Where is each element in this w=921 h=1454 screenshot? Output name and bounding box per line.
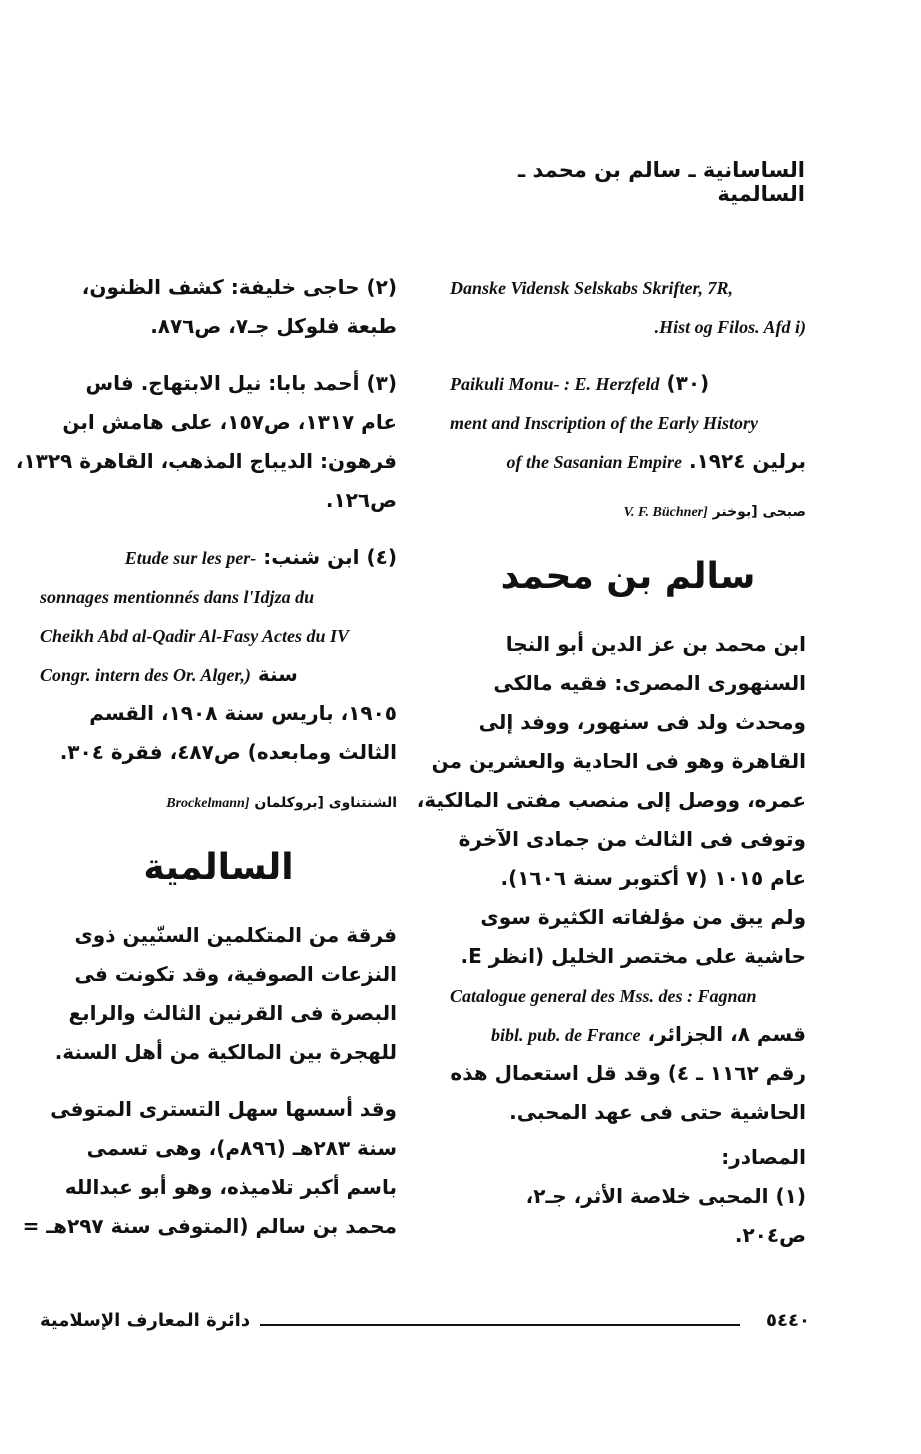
- body-line: عمره، ووصل إلى منصب مفتى المالكية،: [416, 788, 806, 812]
- body-line: حاشية على مختصر الخليل (انظر E.: [460, 944, 806, 968]
- body-line: النزعات الصوفية، وقد تكونت فى: [74, 962, 397, 986]
- body-line: رقم ١١٦٢ ـ ٤) وقد قل استعمال هذه: [450, 1061, 806, 1085]
- article-title: السالمية: [143, 847, 294, 888]
- body-line: البصرة فى القرنين الثالث والرابع: [68, 1001, 397, 1025]
- footnote-4: ١٩٠٥، باريس سنة ١٩٠٨، القسم: [89, 701, 397, 725]
- body-line: محمد بن سالم (المتوفى سنة ٢٩٧هـ =: [22, 1214, 397, 1238]
- book-title: دائرة المعارف الإسلامية: [40, 1310, 251, 1331]
- body-line: ولم يبق من مؤلفاته الكثيرة سوى: [480, 905, 806, 929]
- footnote-3: ص١٢٦.: [325, 488, 397, 512]
- source-entry: ص٢٠٤.: [734, 1223, 806, 1247]
- footnote-30: ment and Inscription of the Early History: [450, 413, 759, 433]
- footnote-4: Cheikh Abd al-Qadir Al-Fasy Actes du IV: [40, 626, 350, 646]
- page-footer: [40, 1310, 810, 1340]
- footnote-30: of the Sasanian Empire برلين ١٩٢٤.: [506, 449, 806, 473]
- right-column: [416, 268, 806, 1255]
- body-line: باسم أكبر تلاميذه، وهو أبو عبدالله: [64, 1175, 397, 1199]
- footnote-4: (٤) ابن شنب: Etude sur les per-: [124, 545, 397, 569]
- footnote-4: sonnages mentionnés dans l'Idjza du: [40, 587, 315, 607]
- running-head: الساسانية ـ سالم بن محمد ـ السالمية: [518, 158, 805, 206]
- footnote-2: (٢) حاجى خليفة: كشف الظنون،: [81, 275, 397, 299]
- body-line: القاهرة وهو فى الحادية والعشرين من: [431, 749, 806, 773]
- body-line: سنة ٢٨٣هـ (٨٩٦م)، وهى تسمى: [86, 1136, 397, 1160]
- source-entry: (١) المحبى خلاصة الأثر، جـ٢،: [525, 1184, 806, 1208]
- body-line: عام ١٠١٥ (٧ أكتوبر سنة ١٦٠٦).: [500, 866, 806, 890]
- footnote-4: الثالث ومابعده) ص٤٨٧، فقرة ٣٠٤.: [59, 740, 397, 764]
- footnote-30: Paikuli Monu- : E. Herzfeld (٣٠): [450, 371, 710, 395]
- note-continuation: Danske Vidensk Selskabs Skrifter, 7R,: [450, 278, 734, 298]
- note-continuation: .Hist og Filos. Afd i): [654, 317, 806, 337]
- author-signature: الشنتناوى [بروكلمان Brockelmann]: [166, 795, 397, 811]
- page-number: ٥٤٤٠: [766, 1310, 810, 1331]
- footnote-2: طبعة فلوكل جـ٧، ص٨٧٦.: [150, 314, 397, 338]
- author-signature: صبحى [بوخنر V. F. Büchner]: [623, 504, 806, 520]
- body-line: وتوفى فى الثالث من جمادى الآخرة: [458, 827, 806, 851]
- footnote-4: Congr. intern des Or. Alger,) سنة: [40, 662, 298, 686]
- body-line: الحاشية حتى فى عهد المحبى.: [509, 1100, 806, 1124]
- article-title: سالم بن محمد: [500, 556, 756, 597]
- sources-label: المصادر:: [721, 1145, 806, 1169]
- footnote-3: عام ١٣١٧، ص١٥٧، على هامش ابن: [62, 410, 397, 434]
- footer-rule: [260, 1324, 740, 1326]
- footnote-3: فرهون: الديباج المذهب، القاهرة ١٣٢٩،: [15, 449, 397, 473]
- body-line: فرقة من المتكلمين السنّيين ذوى: [74, 923, 397, 947]
- body-line: Catalogue general des Mss. des : Fagnan: [450, 986, 757, 1006]
- body-line: وقد أسسها سهل التسترى المتوفى: [50, 1097, 397, 1121]
- body-line: ابن محمد بن عز الدين أبو النجا: [505, 632, 806, 656]
- body-line: للهجرة بين المالكية من أهل السنة.: [54, 1040, 397, 1064]
- left-column: [15, 268, 397, 1246]
- footnote-3: (٣) أحمد بابا: نيل الابتهاج. فاس: [85, 371, 397, 395]
- body-line: قسم ٨، الجزائر، bibl. pub. de France: [491, 1022, 806, 1046]
- body-line: ومحدث ولد فى سنهور، ووفد إلى: [478, 710, 806, 734]
- body-line: السنهورى المصرى: فقيه مالكى: [493, 671, 806, 695]
